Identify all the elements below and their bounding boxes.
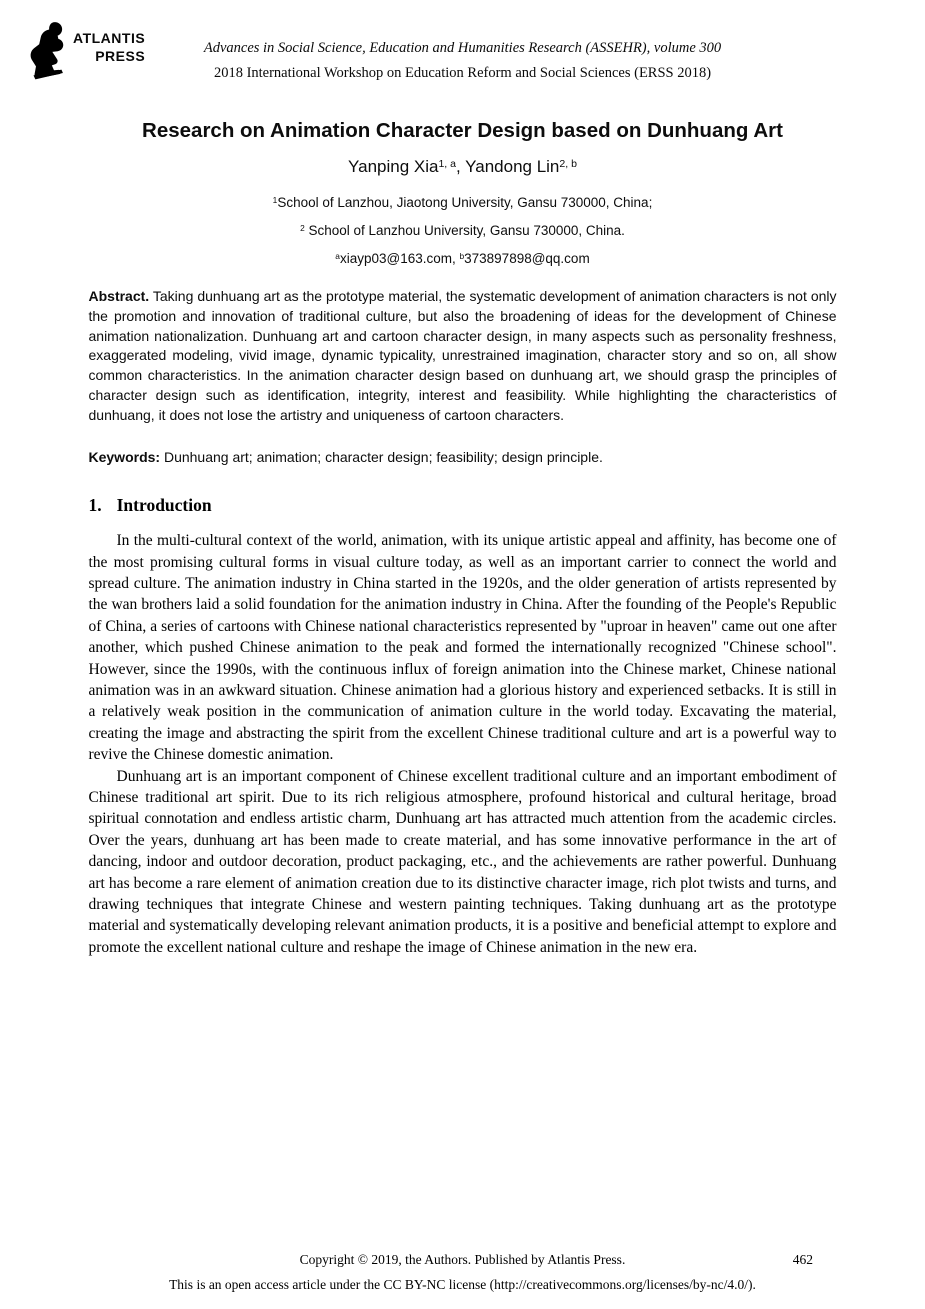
- affiliation-1-superscript: 1: [272, 195, 278, 206]
- atlantis-press-wordmark: [73, 22, 145, 65]
- email-separator: ,: [451, 251, 460, 266]
- introduction-paragraph-1: In the multi-cultural context of the world, animation, with its unique artistic appeal and affinity, has become one of the most promising cultural forms in visual culture today, as well as an important carrier to connect the world and spread culture. The animation industry in China started in the 1920s, and the older generation of artists represented by the wan brothers laid a solid foundation for the animation industry in China. After the founding of the People's Republic of China, a series of cartoons with Chinese national characteristics represented by "uproar in heaven" came out one after another, which pushed Chinese animation to the peak and formed the internationally recognized "Chinese school". However, since the 1990s, with the continuous influx of foreign animation into the Chinese market, Chinese national animation was in an awkward situation. Chinese animation had a glorious history and experienced setbacks. It is still in a relatively weak position in the communication of animation culture in the world today. Excavating the material, creating the image and abstracting the spirit from the excellent Chinese traditional culture and art is a powerful way to revive the Chinese domestic animation.: [88, 532, 837, 764]
- logo-line-press: PRESS: [95, 48, 146, 64]
- affiliation-2-text: School of Lanzhou University, Gansu 730000, China.: [304, 223, 625, 238]
- section-number: 1.: [88, 494, 102, 515]
- keywords-label: Keywords:: [88, 448, 161, 465]
- affiliation-2-superscript: 2: [300, 223, 305, 234]
- journal-series-line: Advances in Social Science, Education and Humanities Research (ASSEHR), volume 300: [203, 40, 722, 56]
- article-front-matter: [89, 116, 837, 958]
- page-footer: [0, 1247, 925, 1297]
- atlantis-press-logo: [28, 22, 145, 80]
- keywords-line: [89, 449, 837, 465]
- affiliation-2: [89, 217, 837, 245]
- author-separator: ,: [456, 157, 466, 176]
- keywords-text: Dunhuang art; animation; character design; feasibility; design principle.: [160, 448, 603, 465]
- page-number: 462: [792, 1252, 813, 1267]
- affiliations-block: [89, 189, 837, 273]
- author-2-superscript: 2, b: [559, 158, 577, 171]
- thinker-icon: [28, 22, 68, 80]
- email-line: [89, 245, 837, 273]
- logo-line-atlantis: ATLANTIS: [73, 30, 146, 46]
- email-b-superscript: b: [459, 251, 465, 262]
- conference-line: 2018 International Workshop on Education Reform and Social Sciences (ERSS 2018): [213, 65, 712, 81]
- affiliation-1-text: School of Lanzhou, Jiaotong University, Gansu 730000, China;: [277, 195, 653, 210]
- author-1-superscript: 1, a: [438, 158, 457, 171]
- email-b: 373897898@qq.com: [464, 251, 590, 266]
- author-2-name: Yandong Lin: [465, 157, 560, 176]
- copyright-line: Copyright © 2019, the Authors. Published by Atlantis Press. 462: [0, 1247, 925, 1272]
- email-a: xiayp03@163.com: [339, 251, 452, 266]
- introduction-paragraph-2: Dunhuang art is an important component of Chinese excellent traditional culture and an important embodiment of Chinese traditional art spirit. Due to its rich religious atmosphere, profound historical and cultural heritage, broad spiritual connotation and endless artistic charm, Dunhuang art has attracted much attention from the academic circles. Over the years, dunhuang art has been made to create material, and has some innovative performance in the art of dancing, indoor and outdoor decoration, product packaging, etc., and the achievements are rather powerful. Dunhuang art has become a rare element of animation creation due to its distinctive character image, rich plot twists and turns, and drawing techniques that integrate Chinese and western painting techniques. Taking dunhuang art as the prototype material and systematically developing relevant animation products, it is a positive and beneficial attempt to explore and promote the excellent national culture and reshape the image of Chinese animation in the new era.: [88, 767, 837, 956]
- abstract-paragraph: [89, 287, 837, 426]
- author-line: [89, 157, 837, 177]
- author-1-name: Yanping Xia: [348, 157, 439, 176]
- abstract-label: Abstract.: [88, 288, 150, 304]
- section-title: Introduction: [116, 494, 212, 515]
- license-line: This is an open access article under the CC BY-NC license (http://creativecommons.org/licenses/by-nc/4.0/).: [169, 1277, 756, 1292]
- affiliation-1: [89, 189, 837, 217]
- abstract-text: Taking dunhuang art as the prototype material, the systematic development of animation characters is not only the promotion and innovation of traditional culture, but also the broadening of ideas for the development of Chinese animation nationalization. Dunhuang art and cartoon character design, in many aspects such as personality freshness, exaggerated modeling, vivid image, dynamic typicality, unrestrained imagination, character story and so on, all show common characteristics. In the animation character design based on dunhuang art, we should grasp the principles of character design such as identification, integrity, interest and feasibility. While highlighting the characteristics of dunhuang, it does not lose the artistry and uniqueness of cartoon characters.: [88, 288, 837, 423]
- section-heading-introduction: [89, 495, 837, 516]
- email-a-superscript: a: [335, 251, 340, 262]
- article-title: Research on Animation Character Design based on Dunhuang Art: [142, 119, 783, 142]
